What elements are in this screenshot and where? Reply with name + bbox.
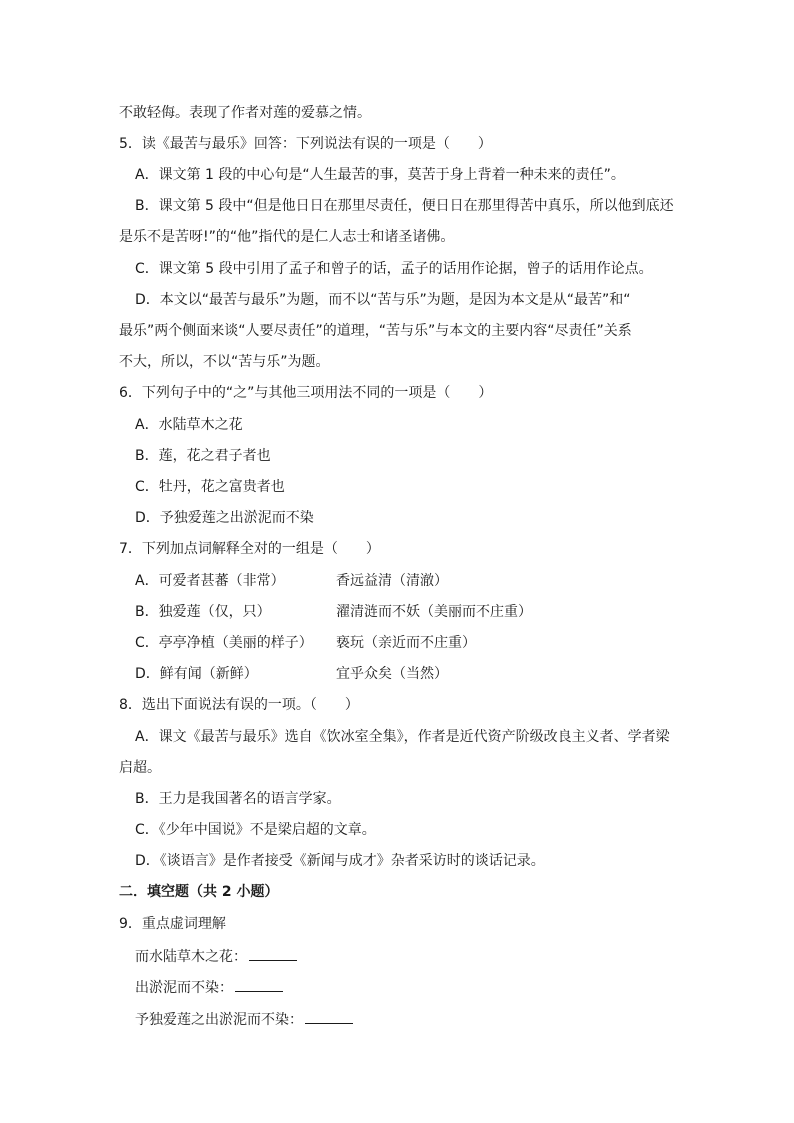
q6-option-d: D．予独爱莲之出淤泥而不染 <box>135 510 314 526</box>
q5-option-a: A．课文第 1 段的中心句是“人生最苦的事，莫苦于身上背着一种未来的责任”。 <box>135 167 625 183</box>
q7-stem: 7．下列加点词解释全对的一组是（ ） <box>119 541 380 557</box>
q7-option-a-left: A．可爱者甚蕃（非常） <box>135 573 285 589</box>
q7-option-d-right: 宜乎众矣（当然） <box>336 666 448 682</box>
q5-option-b-line2: 是乐不是苦呀!”的“他”指代的是仁人志士和诸圣诸佛。 <box>119 229 455 245</box>
q6-option-c: C．牡丹，花之富贵者也 <box>135 479 285 495</box>
q9-item-2 <box>135 977 283 997</box>
answer-blank[interactable] <box>249 946 297 961</box>
q7-option-d-left: D．鲜有闻（新鲜） <box>135 666 258 682</box>
q7-option-c-right: 亵玩（亲近而不庄重） <box>336 635 476 651</box>
section-heading-fill-blank: 二．填空题（共 2 小题） <box>119 884 279 900</box>
q5-stem: 5．读《最苦与最乐》回答：下列说法有误的一项是（ ） <box>119 136 492 152</box>
q6-stem: 6．下列句子中的“之”与其他三项用法不同的一项是（ ） <box>119 385 493 401</box>
q8-option-a-line1: A．课文《最苦与最乐》选自《饮冰室全集》，作者是近代资产阶级改良主义者、学者梁 <box>135 729 670 745</box>
q9-item-1 <box>135 946 297 966</box>
q7-option-b-right: 濯清涟而不妖（美丽而不庄重） <box>336 604 532 620</box>
q7-option-c-left: C．亭亭净植（美丽的样子） <box>135 635 313 651</box>
q9-item-1-label: 而水陆草木之花： <box>135 949 247 965</box>
q5-option-d-line3: 不大，所以，不以“苦与乐”为题。 <box>119 354 330 370</box>
q8-option-c: C．《少年中国说》不是梁启超的文章。 <box>135 822 376 838</box>
q5-option-d-line2: 最乐”两个侧面来谈“人要尽责任”的道理，“苦与乐”与本文的主要内容“尽责任”关系 <box>119 323 632 339</box>
answer-blank[interactable] <box>235 977 283 992</box>
answer-blank[interactable] <box>305 1009 353 1024</box>
q8-stem: 8．选出下面说法有误的一项。（ ） <box>119 697 359 713</box>
q6-option-b: B．莲，花之君子者也 <box>135 448 271 464</box>
q6-option-a: A．水陆草木之花 <box>135 417 243 433</box>
q7-option-a-right: 香远益清（清澈） <box>336 573 448 589</box>
continuation-text: 不敢轻侮。表现了作者对莲的爱慕之情。 <box>119 105 371 121</box>
q8-option-d: D．《谈语言》是作者接受《新闻与成才》杂者采访时的谈话记录。 <box>135 853 545 869</box>
q9-item-3-label: 予独爱莲之出淤泥而不染： <box>135 1012 303 1028</box>
q5-option-d-line1: D．本文以“最苦与最乐”为题，而不以“苦与乐”为题，是因为本文是从“最苦”和“ <box>135 292 631 308</box>
q8-option-b: B．王力是我国著名的语言学家。 <box>135 791 341 807</box>
q9-stem: 9．重点虚词理解 <box>119 916 226 932</box>
q8-option-a-line2: 启超。 <box>119 760 161 776</box>
q5-option-c: C．课文第 5 段中引用了孟子和曾子的话，孟子的话用作论据，曾子的话用作论点。 <box>135 261 653 277</box>
q9-item-3 <box>135 1009 353 1029</box>
q9-item-2-label: 出淤泥而不染： <box>135 980 233 996</box>
q5-option-b-line1: B．课文第 5 段中“但是他日日在那里尽责任，便日日在那里得苦中真乐，所以他到底还 <box>135 198 674 214</box>
q7-option-b-left: B．独爱莲（仅，只） <box>135 604 271 620</box>
